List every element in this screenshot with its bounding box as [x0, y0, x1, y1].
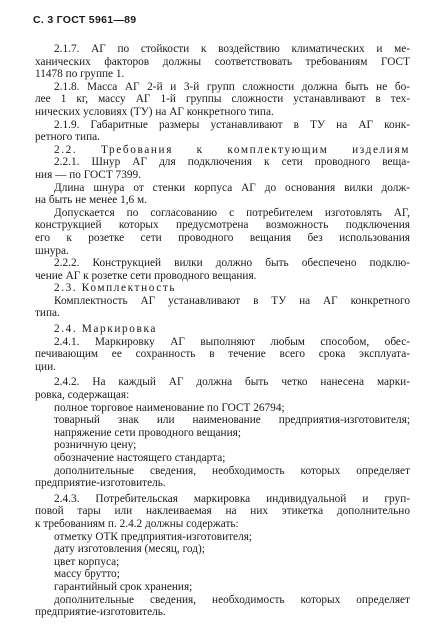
text-line: ретного типа. — [35, 131, 100, 144]
text-line: дополнительные сведения, необходимость которых определяет — [54, 593, 410, 606]
text-line: лее 1 кг, массу АГ 1-й группы сложности устанавливают в тех- — [35, 93, 410, 106]
text-line: Допускается по согласованию с потребителем изготовлять АГ, — [54, 206, 410, 219]
text-line: 2.4.2. На каждый АГ должна быть четко нанесена марки- — [54, 376, 410, 389]
text-line: Длина шнура от стенки корпуса АГ до основания вилки долж- — [54, 181, 410, 194]
text-line: типа. — [35, 307, 60, 320]
text-line: дополнительные сведения, необходимость которых определяет — [54, 464, 410, 477]
page-header: С. 3 ГОСТ 5961—89 — [33, 14, 137, 26]
text-line: 11478 по группе 1. — [35, 68, 125, 81]
text-line: отметку ОТК предприятия-изготовителя; — [54, 530, 253, 543]
text-line: розничную цену; — [54, 439, 137, 452]
text-line: 2.4.3. Потребительская маркировка индивидуальной и груп- — [54, 492, 410, 505]
text-line: товарный знак или наименование предприятия-изготовителя; — [54, 414, 410, 427]
text-line: 2.4. Маркировка — [54, 323, 157, 336]
document-body — [35, 43, 410, 619]
text-line: ровка, содержащая: — [35, 389, 130, 402]
text-line: дату изготовления (месяц, год); — [54, 543, 205, 556]
text-line: напряжение сети проводного вещания; — [54, 426, 241, 439]
text-line: конструкцией которых предусмотрена возможность подключения — [35, 219, 410, 232]
text-line: повой тары или наклеиваемая на них этикетка дополнительно — [35, 505, 410, 518]
text-line: шнура. — [35, 244, 69, 257]
text-line: 2.4.1. Маркировку АГ выполняют любым способом, обес- — [54, 335, 410, 348]
text-line: массу брутто; — [54, 568, 120, 581]
text-line: ния — по ГОСТ 7399. — [35, 168, 141, 181]
text-line: 2.2.1. Шнур АГ для подключения к сети проводного веща- — [54, 156, 410, 169]
text-line: чение АГ к розетке сети проводного вещания. — [35, 269, 257, 282]
text-line: ции. — [35, 360, 56, 373]
text-line: 2.2.2. Конструкцией вилки должно быть обеспечено подклю- — [54, 257, 410, 270]
text-line: 2.1.7. АГ по стойкости к воздействию климатических и ме- — [54, 43, 410, 55]
text-line: его к розетке сети проводного вещания без использования — [35, 231, 410, 244]
text-line: к требованиям п. 2.4.2 должны содержать: — [35, 517, 239, 530]
text-line: обозначение настоящего стандарта; — [54, 452, 226, 464]
text-line: ханических факторов должны соответствовать требованиям ГОСТ — [35, 55, 410, 68]
text-line: 2.2. Требования к комплектующим изделиям — [54, 143, 410, 156]
text-line: полное торговое наименование по ГОСТ 26794; — [54, 401, 285, 414]
text-line: на быть не менее 1,6 м. — [35, 194, 147, 207]
text-line: предприятие-изготовитель. — [35, 606, 166, 619]
text-line: гарантийный срок хранения; — [54, 580, 193, 593]
text-line: 2.1.9. Габаритные размеры устанавливают в ТУ на АГ конк- — [54, 118, 410, 131]
text-line: 2.3. Комплектность — [54, 282, 177, 295]
text-line: цвет корпуса; — [54, 555, 120, 568]
text-line: 2.1.8. Масса АГ 2-й и 3-й групп сложности должна быть не бо- — [54, 80, 410, 93]
text-line: предприятие-изготовитель. — [35, 477, 166, 490]
text-line: печивающим ее сохранность в течение всего срока эксплуата- — [35, 348, 410, 361]
text-line: нических условиях (ТУ) на АГ конкретного типа. — [35, 105, 274, 118]
text-line: Комплектность АГ устанавливают в ТУ на АГ конкретного — [54, 294, 410, 307]
